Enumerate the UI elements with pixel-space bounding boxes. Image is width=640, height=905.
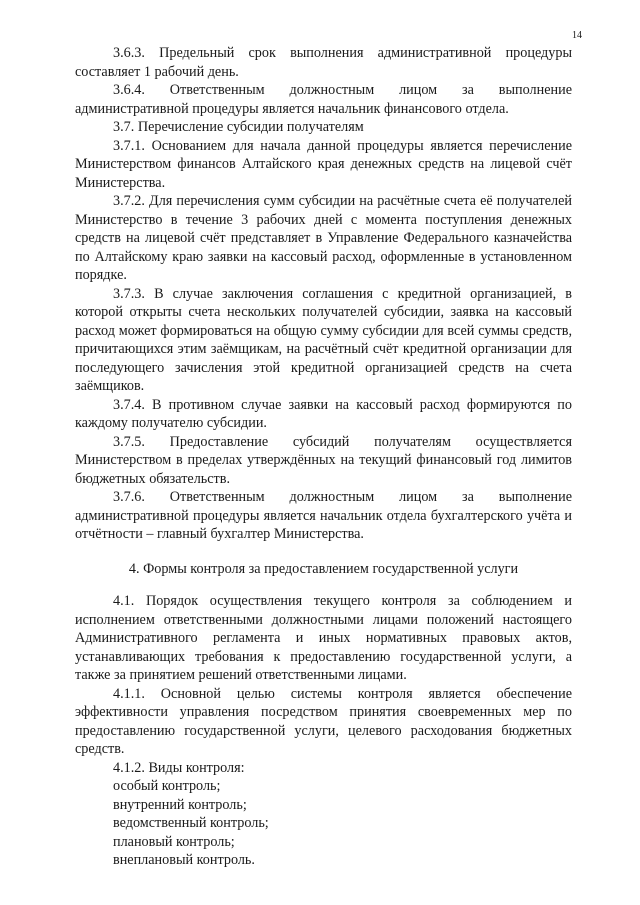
paragraph: 4.1.1. Основной целью системы контроля является обеспечение эффективности управления посредством принятия своевременных мер по предоставлению государственной услуги, целевого расходования бюджетных средств. [75, 685, 572, 757]
paragraph: 4.1. Порядок осуществления текущего контроля за соблюдением и исполнением ответственными должностными лицами положений настоящего Административного регламента и иных нормативных правовых актов, устанавливающих требования к предоставлению государственной услуги, а также за принятием решений ответственными лицами. [75, 593, 572, 683]
subsection-title: 3.7. Перечисление субсидии получателям [113, 119, 364, 135]
list-item: особый контроль; [113, 778, 221, 794]
paragraph: 3.6.3. Предельный срок выполнения административной процедуры составляет 1 рабочий день. [75, 45, 572, 80]
list-item: внеплановый контроль. [113, 852, 255, 868]
paragraph: 3.7.2. Для перечисления сумм субсидии на расчётные счета её получателей Министерство в течение 3 рабочих дней с момента поступления денежных средств на лицевой счёт представляет в Управление Федерального казначейства по Алтайскому краю заявки на кассовый расход, оформленные в установленном порядке. [75, 193, 572, 283]
list-item: плановый контроль; [113, 833, 235, 850]
list-item: 4.1.2. Виды контроля: [113, 759, 245, 776]
paragraph: 3.7.4. В противном случае заявки на кассовый расход формируются по каждому получателю субсидии. [75, 396, 572, 431]
paragraph: 3.7.5. Предоставление субсидий получателям осуществляется Министерством в пределах утверждённых на текущий финансовый год лимитов бюджетных обязательств. [75, 433, 572, 487]
control-types-list [75, 759, 572, 870]
section-heading: 4. Формы контроля за предоставлением государственной услуги [128, 560, 519, 577]
paragraph: 3.6.4. Ответственным должностным лицом за выполнение административной процедуры является начальник финансового отдела. [75, 82, 572, 117]
document-body [75, 44, 572, 870]
paragraph: 3.7.3. В случае заключения соглашения с кредитной организацией, в которой открыты счета нескольких получателей субсидии, заявка на кассовый расход может формироваться на общую сумму субсидии для всей суммы средств, причитающихся этим заёмщикам, на расчётный счёт кредитной организации для последующего зачисления этой кредитной организацией средств на счета заёмщиков. [75, 285, 572, 394]
paragraph: 3.7.1. Основанием для начала данной процедуры является перечисление Министерством финансов Алтайского края денежных средств на лицевой счёт Министерства. [75, 137, 572, 191]
paragraph: 3.7.6. Ответственным должностным лицом за выполнение административной процедуры является начальник отдела бухгалтерского учёта и отчётности – главный бухгалтер Министерства. [75, 489, 572, 542]
list-item: ведомственный контроль; [113, 815, 269, 831]
list-item: внутренний контроль; [113, 796, 247, 813]
page-number: 14 [572, 30, 582, 41]
